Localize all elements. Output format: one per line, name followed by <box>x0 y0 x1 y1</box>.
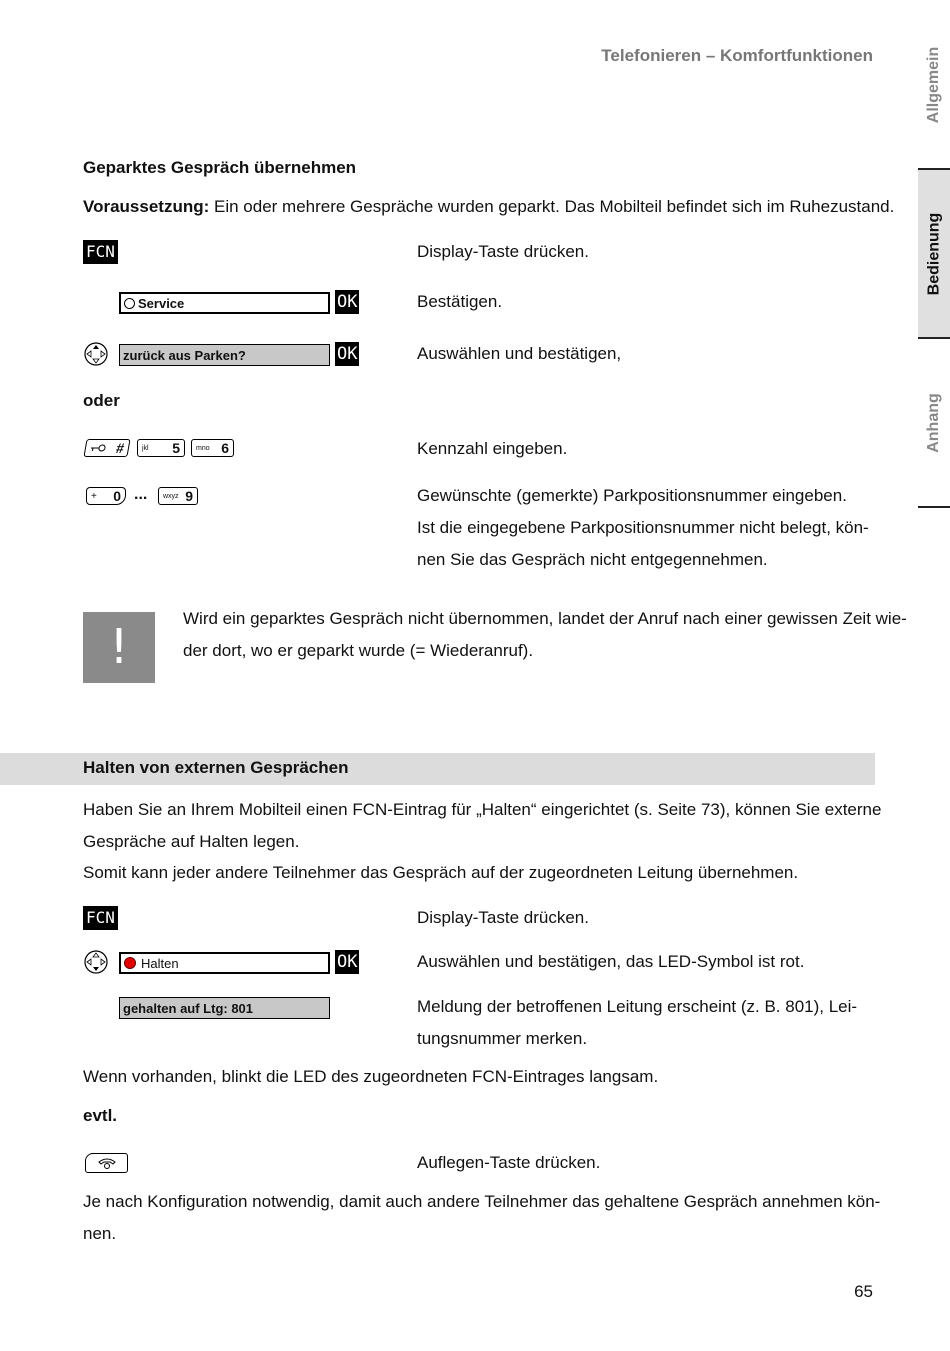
display-line-hold <box>119 952 330 974</box>
step-text: tungsnummer merken. <box>417 1029 588 1048</box>
ok-key: OK <box>337 292 358 312</box>
closing-text: Je nach Konfiguration notwendig, damit auch andere Teilnehmer das gehaltene Gespräch annehmen kön- <box>83 1192 881 1211</box>
key-letters: + <box>91 490 97 502</box>
digit-key-0 <box>86 487 126 505</box>
side-tab-general[interactable] <box>918 30 950 140</box>
display-line-return <box>119 344 330 366</box>
digit-key-5 <box>137 439 185 457</box>
warning-icon: ! <box>83 612 155 683</box>
precondition-label: Voraussetzung: <box>83 197 210 216</box>
section-heading: Geparktes Gespräch übernehmen <box>83 158 357 177</box>
navigation-key-icon <box>84 342 108 366</box>
display-line-held <box>119 997 330 1019</box>
precondition <box>83 191 894 223</box>
step-text: Auswählen und bestätigen, das LED-Symbol ist rot. <box>417 952 805 971</box>
display-text: Halten <box>141 955 179 971</box>
step-text: Gewünschte (gemerkte) Parkpositionsnummer eingeben. <box>417 486 847 505</box>
warning-text: der dort, wo er geparkt wurde (= Wiederanruf). <box>183 641 534 660</box>
fcn-key: FCN <box>83 906 118 930</box>
intro-text: Gespräche auf Halten legen. <box>83 832 300 851</box>
key-letters: mno <box>196 444 210 452</box>
led-icon <box>124 957 136 969</box>
display-line-service <box>119 292 330 314</box>
step-text: Meldung der betroffenen Leitung erscheint (z. B. 801), Lei- <box>417 997 858 1016</box>
range-ellipsis: ... <box>134 486 148 503</box>
tab-divider <box>918 506 950 508</box>
optional-label: evtl. <box>83 1106 118 1125</box>
or-label: oder <box>83 391 120 410</box>
digit-key-9 <box>158 487 198 505</box>
precondition-text: Ein oder mehrere Gespräche wurden geparkt. Das Mobilteil befindet sich im Ruhezustand. <box>209 197 895 216</box>
key-digit: 6 <box>221 440 229 456</box>
step-text: Display-Taste drücken. <box>417 908 589 927</box>
side-tab-appendix[interactable] <box>918 345 950 500</box>
ok-key: OK <box>337 344 358 364</box>
key-icon <box>89 444 106 452</box>
led-note: Wenn vorhanden, blinkt die LED des zugeordneten FCN-Eintrages langsam. <box>83 1067 659 1086</box>
key-digit: 0 <box>113 488 121 504</box>
intro-text: Haben Sie an Ihrem Mobilteil einen FCN-Eintrag für „Halten“ eingerichtet (s. Seite 73), können Sie externe <box>83 800 882 819</box>
hash-key <box>83 439 130 457</box>
display-text: Service <box>138 295 185 311</box>
display-text: zurück aus Parken? <box>123 347 246 363</box>
navigation-key-icon <box>84 950 108 974</box>
side-tab-label: Anhang <box>925 392 943 453</box>
tab-divider <box>918 337 950 339</box>
ok-key: OK <box>337 952 358 972</box>
step-text: Auflegen-Taste drücken. <box>417 1153 601 1172</box>
section-heading: Halten von externen Gesprächen <box>83 758 349 777</box>
key-digit: 5 <box>172 440 180 456</box>
closing-text: nen. <box>83 1224 117 1243</box>
step-text: Kennzahl eingeben. <box>417 439 568 458</box>
hang-up-icon <box>98 1157 116 1169</box>
fcn-key: FCN <box>83 240 118 264</box>
key-letters: wxyz <box>163 492 179 500</box>
key-label: # <box>114 440 126 456</box>
step-text: nen Sie das Gespräch nicht entgegennehmen. <box>417 550 768 569</box>
radio-icon <box>124 298 135 309</box>
display-text: gehalten auf Ltg: 801 <box>123 1000 254 1016</box>
step-text: Display-Taste drücken. <box>417 242 589 261</box>
side-tab-operation[interactable] <box>918 170 950 338</box>
key-digit: 9 <box>185 488 193 504</box>
step-text: Ist die eingegebene Parkpositionsnummer nicht belegt, kön- <box>417 518 869 537</box>
step-text: Bestätigen. <box>417 292 503 311</box>
digit-key-6 <box>191 439 234 457</box>
end-call-key <box>85 1153 128 1173</box>
intro-text: Somit kann jeder andere Teilnehmer das Gespräch auf der zugeordneten Leitung übernehmen. <box>83 863 799 882</box>
warning-text: Wird ein geparktes Gespräch nicht übernommen, landet der Anruf nach einer gewissen Zeit wie- <box>183 609 907 628</box>
step-text: Auswählen und bestätigen, <box>417 344 622 363</box>
side-tab-label: Allgemein <box>925 46 942 124</box>
key-letters: jkl <box>142 444 149 452</box>
page-number: 65 <box>854 1282 873 1301</box>
side-tab-label: Bedienung <box>925 212 943 296</box>
running-header: Telefonieren – Komfortfunktionen <box>601 46 873 65</box>
